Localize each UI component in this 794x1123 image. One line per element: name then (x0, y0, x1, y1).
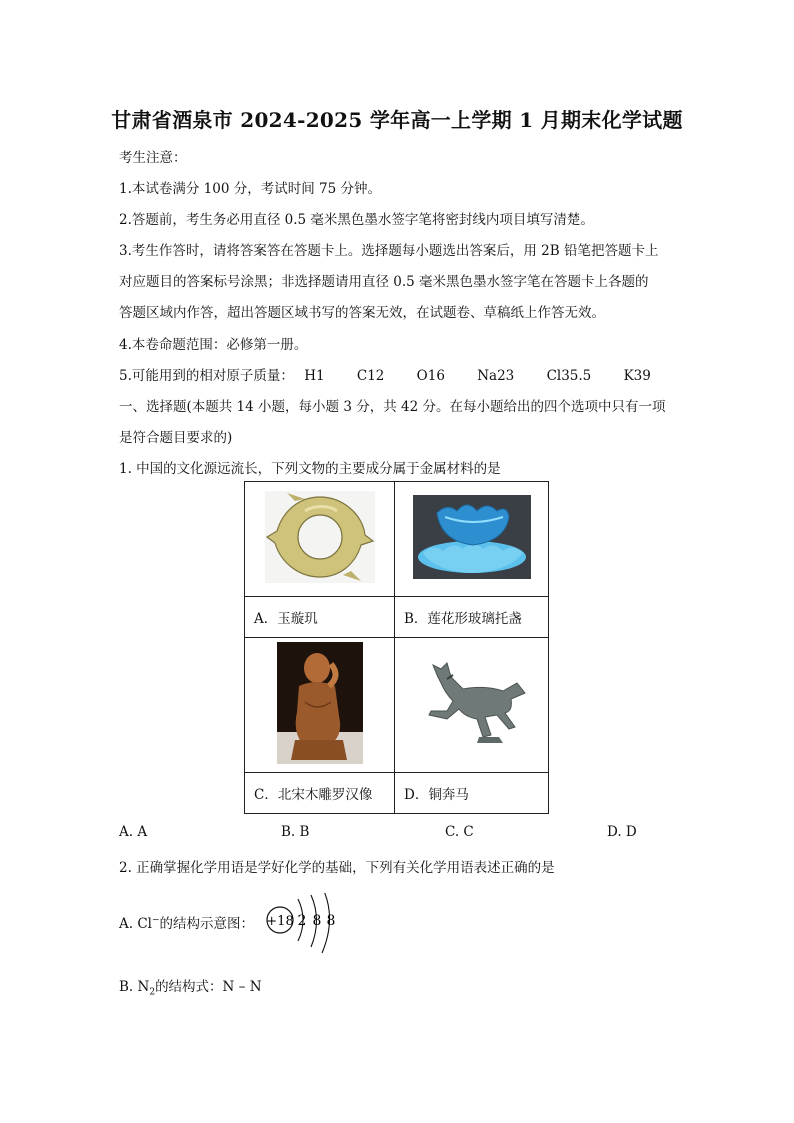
glass-lotus-bowl-image (413, 495, 531, 579)
atomic-mass-label: 5.可能用到的相对原子质量： (119, 368, 294, 384)
bronze-galloping-horse-image (407, 653, 537, 753)
notice-item-3: 3.考生作答时，请将答案答在答题卡上。选择题每小题选出答案后，用 2B 铅笔把答题卡上 (119, 243, 659, 259)
shell-3-count: 8 (326, 913, 336, 929)
atomic-mass-o: O16 (416, 368, 445, 384)
q2-option-b-sub: 2 (149, 987, 156, 998)
q1-stem: 1. 中国的文化源远流长，下列文物的主要成分属于金属材料的是 (119, 461, 501, 477)
atomic-mass-cl: Cl35.5 (546, 368, 592, 384)
shell-1-count: 2 (297, 913, 307, 929)
section1-heading: 一、选择题(本题共 14 小题，每小题 3 分，共 42 分。在每小题给出的四个选项中只有一项 (119, 399, 666, 415)
atomic-mass-c: C12 (356, 368, 385, 384)
q1-cell-a-label: A．玉璇玑 (245, 597, 395, 638)
q1-cell-a-image (245, 482, 395, 597)
q1-cell-c-label: C．北宋木雕罗汉像 (245, 773, 395, 814)
notice-heading: 考生注意： (119, 150, 187, 166)
q2-option-b[interactable] (119, 975, 262, 998)
atomic-mass-h: H1 (304, 368, 325, 384)
q2-option-b-prefix: B. N (119, 979, 150, 995)
q1-cell-d-label: D．铜奔马 (395, 773, 549, 814)
section1-heading-cont: 是符合题目要求的) (119, 430, 233, 446)
shell-2-count: 8 (312, 913, 322, 929)
atomic-mass-na: Na23 (477, 368, 515, 384)
notice-item-4: 4.本卷命题范围：必修第一册。 (119, 337, 308, 353)
atomic-mass-k: K39 (623, 368, 651, 384)
nucleus-charge: +18 (266, 914, 294, 929)
q1-cell-d-image (395, 638, 549, 773)
q1-image-table (244, 481, 549, 814)
q1-cell-c-image (245, 638, 395, 773)
q2-option-a[interactable] (119, 912, 254, 932)
q2-stem: 2. 正确掌握化学用语是学好化学的基础，下列有关化学用语表述正确的是 (119, 860, 555, 876)
q1-option-c[interactable]: C. C (445, 824, 474, 840)
wooden-arhat-statue-image (277, 642, 363, 764)
notice-item-2: 2.答题前，考生务必用直径 0.5 毫米黑色墨水签字笔将密封线内项目填写清楚。 (119, 212, 594, 228)
q1-cell-b-label: B．莲花形玻璃托盏 (395, 597, 549, 638)
q1-cell-b-image (395, 482, 549, 597)
q2-option-b-suffix: 的结构式：N – N (155, 979, 262, 995)
cl-ion-structure-diagram (264, 893, 344, 957)
q1-option-d[interactable]: D. D (607, 824, 637, 840)
notice-item-3-cont: 对应题目的答案标号涂黑；非选择题请用直径 0.5 毫米黑色墨水签字笔在答题卡上各题的 (119, 274, 649, 290)
notice-item-3-cont2: 答题区域内作答，超出答题区域书写的答案无效，在试题卷、草稿纸上作答无效。 (119, 305, 605, 321)
atomic-masses-line (119, 364, 679, 384)
q2-option-a-charge: − (151, 915, 160, 926)
q1-option-a[interactable]: A. A (119, 824, 148, 840)
q1-option-b[interactable]: B. B (281, 824, 310, 840)
q2-option-a-suffix: 的结构示意图： (159, 916, 255, 932)
notice-item-1: 1.本试卷满分 100 分，考试时间 75 分钟。 (119, 181, 381, 197)
q2-option-a-prefix: A. Cl (119, 916, 152, 932)
jade-disc-image (265, 491, 375, 583)
exam-title: 甘肃省酒泉市 2024-2025 学年高一上学期 1 月期末化学试题 (111, 108, 683, 132)
